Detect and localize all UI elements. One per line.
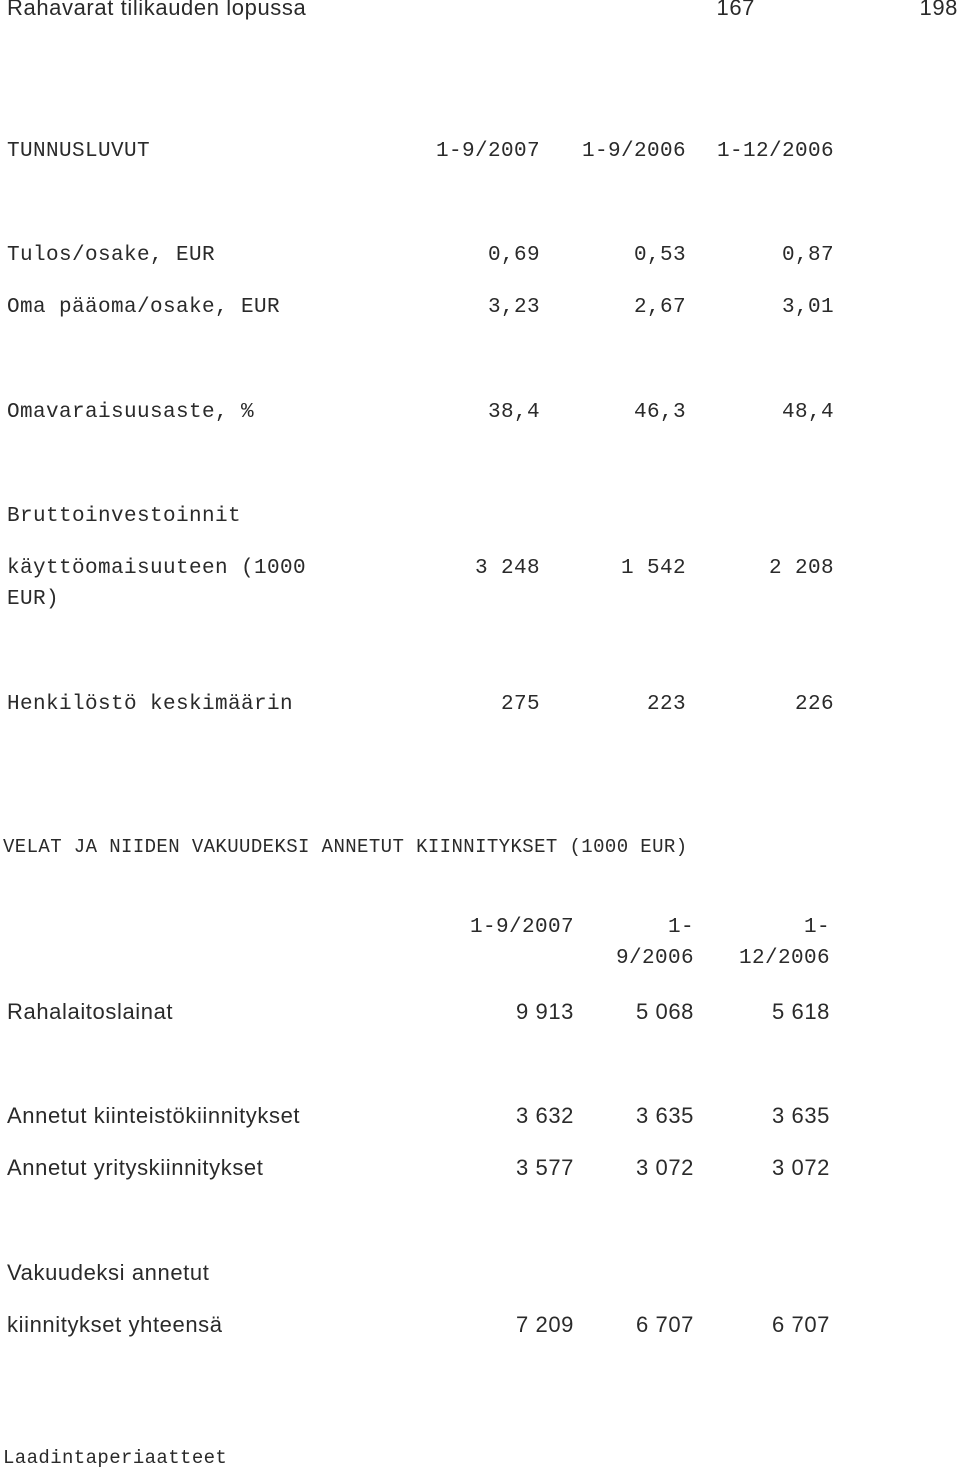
liab-value-business-2: 3 072 [635, 1155, 694, 1180]
period-header-1: 1-9/2007 [435, 140, 540, 163]
cash-value-1: 167 [716, 0, 755, 20]
liab-value-total-3: 6 707 [771, 1312, 830, 1337]
row-value-investments-2: 1 542 [620, 557, 686, 580]
period-header-3: 1-12/2006 [716, 140, 834, 163]
row-value-equity-1: 3,23 [487, 296, 540, 319]
row-label-equity-per-share: Oma pääoma/osake, EUR [7, 296, 281, 319]
row-value-ratio-1: 38,4 [487, 401, 540, 424]
row-value-eps-3: 0,87 [781, 244, 834, 267]
row-label-investments-line2: käyttöomaisuuteen (1000 [7, 557, 307, 580]
liab-value-total-1: 7 209 [515, 1312, 574, 1337]
liab-label-total-line1: Vakuudeksi annetut [7, 1260, 210, 1285]
liab-label-real-estate: Annetut kiinteistökiinnitykset [7, 1103, 301, 1128]
liab-value-business-3: 3 072 [771, 1155, 830, 1180]
liab-value-business-1: 3 577 [515, 1155, 574, 1180]
liab-value-real-estate-3: 3 635 [771, 1103, 830, 1128]
liab-value-loans-2: 5 068 [635, 999, 694, 1024]
row-label-eps: Tulos/osake, EUR [7, 244, 216, 267]
liab-value-real-estate-2: 3 635 [635, 1103, 694, 1128]
row-value-equity-2: 2,67 [633, 296, 686, 319]
liab-label-total-line2: kiinnitykset yhteensä [7, 1312, 223, 1337]
row-value-investments-1: 3 248 [474, 557, 540, 580]
liab-col-header-2-line1: 1- [667, 916, 694, 939]
cash-label: Rahavarat tilikauden lopussa [7, 0, 307, 20]
liab-col-header-3-line2: 12/2006 [738, 947, 830, 970]
row-value-personnel-1: 275 [500, 693, 540, 716]
liabilities-heading: VELAT JA NIIDEN VAKUUDEKSI ANNETUT KIINNITYKSET (1000 EUR) [3, 836, 688, 858]
row-label-investments-line3: EUR) [7, 588, 60, 611]
liab-value-real-estate-1: 3 632 [515, 1103, 574, 1128]
liab-value-total-2: 6 707 [635, 1312, 694, 1337]
row-label-equity-ratio: Omavaraisuusaste, % [7, 401, 255, 424]
row-label-investments-line1: Bruttoinvestoinnit [7, 505, 242, 528]
key-figures-heading: TUNNUSLUVUT [7, 140, 151, 163]
liab-value-loans-3: 5 618 [771, 999, 830, 1024]
row-value-personnel-2: 223 [646, 693, 686, 716]
liab-label-loans: Rahalaitoslainat [7, 999, 174, 1024]
row-value-investments-3: 2 208 [768, 557, 834, 580]
liab-label-business: Annetut yrityskiinnitykset [7, 1155, 264, 1180]
period-header-2: 1-9/2006 [581, 140, 686, 163]
liab-col-header-1: 1-9/2007 [469, 916, 574, 939]
row-value-eps-1: 0,69 [487, 244, 540, 267]
row-value-equity-3: 3,01 [781, 296, 834, 319]
row-value-ratio-2: 46,3 [633, 401, 686, 424]
row-label-personnel: Henkilöstö keskimäärin [7, 693, 294, 716]
liab-value-loans-1: 9 913 [515, 999, 574, 1024]
accounting-principles-heading: Laadintaperiaatteet [3, 1447, 228, 1469]
row-value-personnel-3: 226 [794, 693, 834, 716]
cash-value-2: 198 [919, 0, 958, 20]
liab-col-header-3-line1: 1- [803, 916, 830, 939]
liab-col-header-2-line2: 9/2006 [615, 947, 694, 970]
row-value-eps-2: 0,53 [633, 244, 686, 267]
row-value-ratio-3: 48,4 [781, 401, 834, 424]
